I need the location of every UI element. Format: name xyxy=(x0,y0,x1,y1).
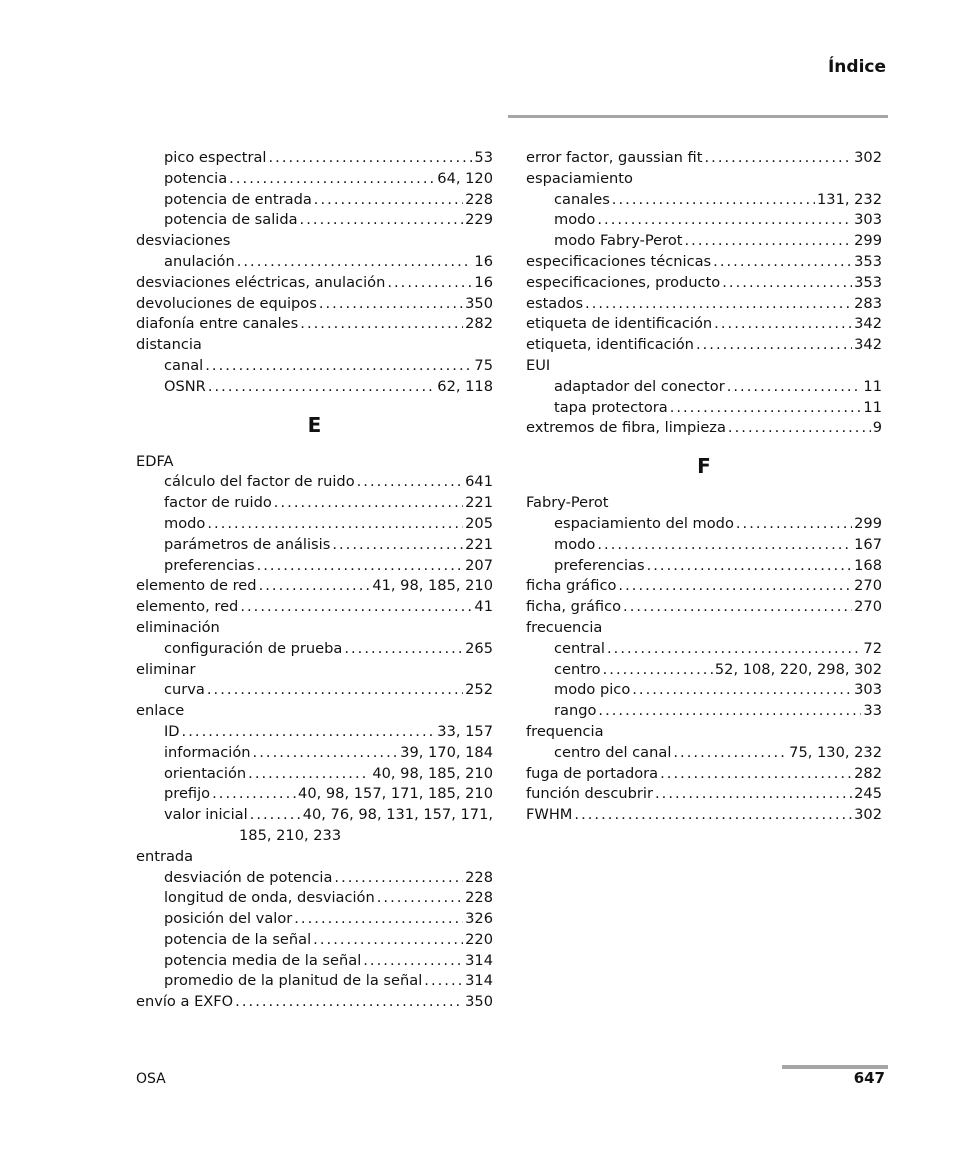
index-entry xyxy=(526,377,882,398)
dot-leader xyxy=(182,722,436,743)
index-term: información xyxy=(164,743,251,761)
index-term: potencia de salida xyxy=(164,211,298,229)
index-term: promedio de la planitud de la señal xyxy=(164,972,423,990)
index-pages: 282 xyxy=(854,764,882,782)
index-term: potencia de la señal xyxy=(164,930,312,948)
index-entry xyxy=(136,722,493,743)
dot-leader xyxy=(363,951,463,972)
dot-leader xyxy=(597,210,852,231)
dot-leader xyxy=(259,576,371,597)
index-pages: 342 xyxy=(854,336,882,354)
index-entry xyxy=(526,273,882,294)
index-term: etiqueta, identificación xyxy=(526,336,694,354)
index-term: pico espectral xyxy=(164,149,267,166)
index-term: especificaciones técnicas xyxy=(526,252,712,270)
dot-leader xyxy=(314,190,463,211)
index-pages: 221 xyxy=(465,494,493,512)
index-pages: 33, 157 xyxy=(437,722,493,740)
dot-leader xyxy=(300,314,463,335)
index-term: devoluciones de equipos xyxy=(136,294,317,312)
index-term: orientación xyxy=(164,764,247,782)
index-entry xyxy=(526,335,882,356)
index-entry xyxy=(136,294,493,315)
index-term: frecuencia xyxy=(526,618,603,636)
dot-leader xyxy=(736,514,852,535)
index-entry xyxy=(526,314,882,335)
index-term: OSNR xyxy=(164,377,206,395)
index-entry xyxy=(526,190,882,211)
index-heading xyxy=(136,847,493,868)
index-heading xyxy=(526,618,882,639)
index-pages: 207 xyxy=(465,556,493,574)
dot-leader xyxy=(597,535,852,556)
index-entry xyxy=(136,314,493,335)
index-pages: 228 xyxy=(465,889,493,907)
index-entry xyxy=(136,868,493,889)
index-pages: 641 xyxy=(465,473,493,491)
dot-leader xyxy=(248,764,370,785)
index-term: desviación de potencia xyxy=(164,868,333,886)
index-column-right xyxy=(526,148,882,826)
index-pages: 220 xyxy=(465,930,493,948)
dot-leader xyxy=(728,418,871,439)
index-pages: 245 xyxy=(854,785,882,803)
index-entry xyxy=(136,514,493,535)
index-entry xyxy=(136,535,493,556)
index-term: modo xyxy=(554,211,596,229)
dot-leader xyxy=(344,639,463,660)
index-entry xyxy=(136,805,493,826)
index-term: etiqueta de identificación xyxy=(526,315,713,333)
index-heading xyxy=(136,701,493,722)
index-entry xyxy=(136,951,493,972)
dot-leader xyxy=(257,556,464,577)
dot-leader xyxy=(598,701,861,722)
index-entry xyxy=(526,784,882,805)
dot-leader xyxy=(684,231,852,252)
dot-leader xyxy=(632,680,852,701)
index-term: potencia xyxy=(164,169,228,187)
index-term: tapa protectora xyxy=(554,398,668,416)
index-term: modo xyxy=(164,514,206,532)
index-pages: 40, 98, 157, 171, 185, 210 xyxy=(298,785,493,803)
index-entry xyxy=(136,909,493,930)
index-entry xyxy=(136,639,493,660)
dot-leader xyxy=(704,148,852,169)
dot-leader xyxy=(722,273,852,294)
index-term: EUI xyxy=(526,356,551,374)
dot-leader xyxy=(229,169,435,190)
dot-leader xyxy=(237,252,473,273)
dot-leader xyxy=(673,743,787,764)
index-pages: 302 xyxy=(854,806,882,824)
index-pages: 167 xyxy=(854,535,882,553)
index-entry xyxy=(136,190,493,211)
index-term: prefijo xyxy=(164,785,211,803)
index-entry xyxy=(526,535,882,556)
index-pages: 252 xyxy=(465,681,493,699)
index-pages: 326 xyxy=(465,910,493,928)
index-pages: 283 xyxy=(854,294,882,312)
index-pages: 299 xyxy=(854,514,882,532)
dot-leader xyxy=(713,252,852,273)
index-entry xyxy=(136,764,493,785)
index-pages: 75 xyxy=(474,356,493,374)
dot-leader xyxy=(313,930,463,951)
index-term: espaciamiento xyxy=(526,169,633,187)
index-entry xyxy=(136,273,493,294)
index-heading xyxy=(136,660,493,681)
index-term: función descubrir xyxy=(526,785,653,803)
index-pages: 353 xyxy=(854,273,882,291)
index-term: posición del valor xyxy=(164,910,293,928)
dot-leader xyxy=(585,294,852,315)
index-term: potencia de entrada xyxy=(164,190,312,208)
index-entry xyxy=(526,639,882,660)
dot-leader xyxy=(212,784,296,805)
index-term: eliminación xyxy=(136,618,220,636)
index-term: central xyxy=(554,639,605,657)
index-pages: 302 xyxy=(854,149,882,166)
dot-leader xyxy=(294,909,463,930)
index-pages: 299 xyxy=(854,232,882,250)
index-pages: 16 xyxy=(474,273,493,291)
index-term: ficha, gráfico xyxy=(526,598,622,616)
index-entry xyxy=(526,805,882,826)
index-entry xyxy=(526,597,882,618)
index-term: desviaciones eléctricas, anulación xyxy=(136,273,386,291)
index-pages: 228 xyxy=(465,190,493,208)
index-term: centro xyxy=(554,660,601,678)
dot-leader xyxy=(235,992,463,1013)
dot-leader xyxy=(208,377,435,398)
index-pages: 41 xyxy=(474,598,493,616)
header-rule xyxy=(508,115,888,118)
dot-leader xyxy=(268,148,472,169)
index-pages: 11 xyxy=(863,377,882,395)
index-term: extremos de fibra, limpieza xyxy=(526,419,726,437)
index-term: EDFA xyxy=(136,452,174,470)
index-term: fuga de portadora xyxy=(526,764,659,782)
index-column-left xyxy=(136,148,493,1013)
index-pages: 64, 120 xyxy=(437,169,493,187)
index-term: longitud de onda, desviación xyxy=(164,889,375,907)
index-entry xyxy=(136,930,493,951)
index-entry xyxy=(526,556,882,577)
index-term: valor inicial xyxy=(164,806,248,824)
dot-leader xyxy=(424,971,463,992)
index-term: envío a EXFO xyxy=(136,993,234,1011)
index-pages: 265 xyxy=(465,639,493,657)
index-term: eliminar xyxy=(136,660,196,678)
index-term: cálculo del factor de ruido xyxy=(164,473,355,491)
index-pages: 303 xyxy=(854,211,882,229)
index-term: ficha gráfico xyxy=(526,577,617,595)
index-pages: 350 xyxy=(465,993,493,1011)
index-pages-continued: 185, 210, 233 xyxy=(239,826,342,844)
running-title: Índice xyxy=(827,57,886,77)
index-term: parámetros de análisis xyxy=(164,535,331,553)
dot-leader xyxy=(607,639,861,660)
index-entry xyxy=(526,210,882,231)
index-pages: 303 xyxy=(854,681,882,699)
index-term: enlace xyxy=(136,702,185,720)
index-term: espaciamiento del modo xyxy=(554,514,734,532)
dot-leader xyxy=(387,273,472,294)
index-term: estados xyxy=(526,294,584,312)
index-term: error factor, gaussian fit xyxy=(526,149,703,166)
index-pages: 41, 98, 185, 210 xyxy=(372,577,493,595)
index-pages: 9 xyxy=(872,419,882,437)
index-pages: 39, 170, 184 xyxy=(400,743,493,761)
index-term: potencia media de la señal xyxy=(164,951,362,969)
index-pages: 131, 232 xyxy=(817,190,882,208)
index-entry xyxy=(526,660,882,681)
footer-product: OSA xyxy=(136,1071,166,1087)
dot-leader xyxy=(205,356,472,377)
index-entry xyxy=(136,210,493,231)
index-entry xyxy=(136,169,493,190)
index-pages: 72 xyxy=(863,639,882,657)
index-heading xyxy=(526,722,882,743)
index-term: modo xyxy=(554,535,596,553)
dot-leader xyxy=(207,514,463,535)
dot-leader xyxy=(300,210,464,231)
index-term: curva xyxy=(164,681,205,699)
index-pages: 40, 98, 185, 210 xyxy=(372,764,493,782)
index-term: FWHM xyxy=(526,806,573,824)
dot-leader xyxy=(207,680,463,701)
index-entry xyxy=(136,356,493,377)
index-heading xyxy=(136,335,493,356)
dot-leader xyxy=(714,314,852,335)
index-term: ID xyxy=(164,722,180,740)
index-entry xyxy=(136,493,493,514)
index-term: canal xyxy=(164,356,204,374)
index-term: entrada xyxy=(136,847,194,865)
index-entry xyxy=(136,252,493,273)
index-pages: 52, 108, 220, 298, 302 xyxy=(714,660,882,678)
index-term: distancia xyxy=(136,336,202,354)
dot-leader xyxy=(357,472,464,493)
index-entry xyxy=(136,888,493,909)
index-heading xyxy=(526,169,882,190)
index-term: rango xyxy=(554,702,597,720)
index-heading xyxy=(526,493,882,514)
index-entry xyxy=(136,784,493,805)
index-term: elemento de red xyxy=(136,577,257,595)
dot-leader xyxy=(274,493,463,514)
index-entry xyxy=(526,764,882,785)
index-pages: 342 xyxy=(854,315,882,333)
page-number: 647 xyxy=(853,1069,885,1087)
index-pages: 353 xyxy=(854,252,882,270)
index-pages: 314 xyxy=(465,951,493,969)
index-entry xyxy=(526,680,882,701)
index-entry xyxy=(136,377,493,398)
index-term: modo Fabry-Perot xyxy=(554,232,683,250)
dot-leader xyxy=(253,743,399,764)
index-pages: 11 xyxy=(863,398,882,416)
index-entry xyxy=(136,148,493,169)
index-entry xyxy=(526,231,882,252)
index-pages: 282 xyxy=(465,315,493,333)
index-pages: 228 xyxy=(465,868,493,886)
index-entry xyxy=(136,992,493,1013)
dot-leader xyxy=(655,784,852,805)
dot-leader xyxy=(603,660,713,681)
index-pages: 53 xyxy=(474,149,493,166)
dot-leader xyxy=(240,597,472,618)
index-entry xyxy=(526,252,882,273)
index-entry xyxy=(136,971,493,992)
index-entry xyxy=(526,398,882,419)
index-pages: 168 xyxy=(854,556,882,574)
index-pages: 270 xyxy=(854,598,882,616)
index-entry xyxy=(526,701,882,722)
index-entry xyxy=(526,514,882,535)
section-letter: F xyxy=(697,454,711,479)
index-pages: 270 xyxy=(854,577,882,595)
index-term: adaptador del conector xyxy=(554,377,725,395)
index-pages: 75, 130, 232 xyxy=(789,743,882,761)
dot-leader xyxy=(377,888,463,909)
index-pages: 62, 118 xyxy=(437,377,493,395)
index-heading xyxy=(526,356,882,377)
index-term: especificaciones, producto xyxy=(526,273,721,291)
index-pages: 350 xyxy=(465,294,493,312)
index-entry xyxy=(526,148,882,169)
index-entry xyxy=(136,472,493,493)
index-term: elemento, red xyxy=(136,598,239,616)
index-term: desviaciones xyxy=(136,232,231,250)
index-entry xyxy=(526,576,882,597)
index-entry xyxy=(136,680,493,701)
index-pages: 40, 76, 98, 131, 157, 171, xyxy=(302,806,493,824)
index-pages: 314 xyxy=(465,972,493,990)
dot-leader xyxy=(319,294,463,315)
index-pages: 229 xyxy=(465,211,493,229)
index-pages: 205 xyxy=(465,514,493,532)
index-term: modo pico xyxy=(554,681,631,699)
dot-leader xyxy=(696,335,852,356)
index-heading xyxy=(136,618,493,639)
index-term: frequencia xyxy=(526,722,604,740)
index-term: centro del canal xyxy=(554,743,672,761)
index-term: configuración de prueba xyxy=(164,639,343,657)
index-heading xyxy=(136,452,493,473)
dot-leader xyxy=(332,535,463,556)
index-term: Fabry-Perot xyxy=(526,494,609,512)
index-term: diafonía entre canales xyxy=(136,315,299,333)
index-entry xyxy=(136,743,493,764)
index-entry xyxy=(526,294,882,315)
dot-leader xyxy=(670,398,862,419)
index-entry xyxy=(136,576,493,597)
dot-leader xyxy=(612,190,815,211)
dot-leader xyxy=(647,556,853,577)
index-term: anulación xyxy=(164,252,235,270)
section-letter: E xyxy=(307,412,322,437)
dot-leader xyxy=(727,377,862,398)
index-term: preferencias xyxy=(164,556,255,574)
dot-leader xyxy=(618,576,852,597)
dot-leader xyxy=(623,597,852,618)
index-pages: 33 xyxy=(863,702,882,720)
index-entry xyxy=(526,743,882,764)
index-heading xyxy=(136,231,493,252)
index-entry xyxy=(136,597,493,618)
dot-leader xyxy=(250,805,301,826)
index-pages: 221 xyxy=(465,535,493,553)
index-term: canales xyxy=(554,190,610,208)
dot-leader xyxy=(574,805,852,826)
index-pages: 16 xyxy=(474,252,493,270)
dot-leader xyxy=(660,764,852,785)
index-term: preferencias xyxy=(554,556,645,574)
index-term: factor de ruido xyxy=(164,494,272,512)
dot-leader xyxy=(334,868,463,889)
index-entry xyxy=(526,418,882,439)
index-entry xyxy=(136,556,493,577)
